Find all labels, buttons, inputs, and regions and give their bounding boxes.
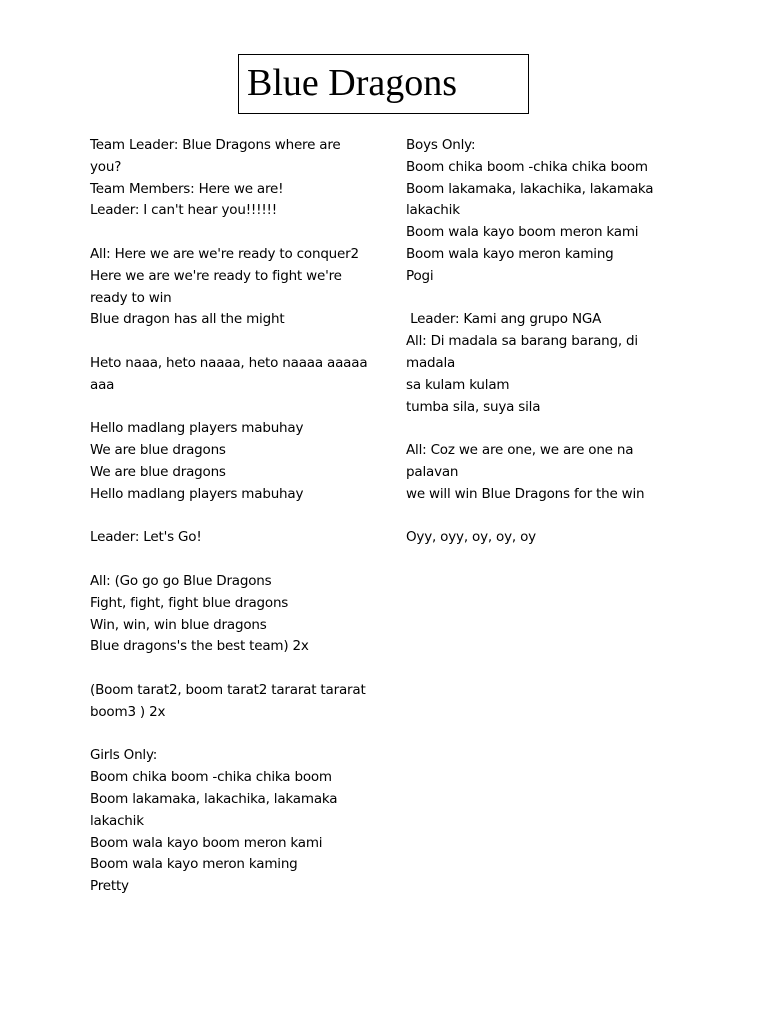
- lyric-line: All: Here we are we're ready to conquer2: [90, 245, 359, 262]
- lyric-line: lakachik: [406, 202, 460, 219]
- stanza-gap: [90, 506, 372, 528]
- lyric-line: Heto naaa, heto naaaa, heto naaaa aaaaa: [90, 354, 368, 371]
- lyric-line: we will win Blue Dragons for the win: [406, 485, 645, 502]
- lyric-line: lakachik: [90, 812, 144, 829]
- lyric-line: Boom wala kayo meron kaming: [90, 856, 298, 873]
- stanza-gap: [406, 288, 686, 310]
- lyric-line: Team Members: Here we are!: [90, 180, 284, 197]
- lyric-line: Fight, fight, fight blue dragons: [90, 594, 289, 611]
- lyric-line: Oyy, oyy, oy, oy, oy: [406, 529, 536, 546]
- stanza-gap: [90, 222, 372, 244]
- stanza-gap: [406, 418, 686, 440]
- lyric-line: ready to win: [90, 289, 172, 306]
- lyric-line: Boom lakamaka, lakachika, lakamaka: [90, 790, 338, 807]
- lyric-line: All: (Go go go Blue Dragons: [90, 572, 272, 589]
- lyric-line: Boom wala kayo boom meron kami: [406, 224, 639, 241]
- lyric-line: Girls Only:: [90, 747, 158, 764]
- lyric-line: Boom lakamaka, lakachika, lakamaka: [406, 180, 654, 197]
- stanza-gap: [406, 506, 686, 528]
- lyric-line: Hello madlang players mabuhay: [90, 420, 304, 437]
- lyric-line: Win, win, win blue dragons: [90, 616, 267, 633]
- lyric-line: All: Coz we are one, we are one na palavan: [406, 442, 638, 480]
- lyric-line: Hello madlang players mabuhay: [90, 485, 304, 502]
- lyric-line: Team Leader: Blue Dragons where are you?: [90, 137, 345, 175]
- stanza-gap: [90, 549, 372, 571]
- document-title: Blue Dragons: [247, 62, 458, 104]
- lyric-line: Leader: I can't hear you!!!!!!: [90, 202, 277, 219]
- lyric-line: Pogi: [406, 267, 434, 284]
- lyric-line: We are blue dragons: [90, 442, 226, 459]
- stanza-gap: [90, 658, 372, 680]
- lyric-line: Boom chika boom -chika chika boom: [406, 158, 648, 175]
- lyric-line: Boom wala kayo meron kaming: [406, 245, 614, 262]
- lyric-line: Here we are we're ready to fight we're: [90, 267, 342, 284]
- lyric-line: aaa: [90, 376, 115, 393]
- lyric-line: All: Di madala sa barang barang, di madala: [406, 333, 643, 371]
- lyric-line: Pretty: [90, 878, 129, 895]
- lyric-line: boom3 ) 2x: [90, 703, 166, 720]
- right-column: [406, 135, 686, 549]
- lyric-line: Leader: Let's Go!: [90, 529, 202, 546]
- title-box: [238, 54, 529, 114]
- lyric-line: Blue dragon has all the might: [90, 311, 285, 328]
- lyric-line: tumba sila, suya sila: [406, 398, 541, 415]
- stanza-gap: [90, 331, 372, 353]
- lyric-line: sa kulam kulam: [406, 376, 510, 393]
- lyric-line: Leader: Kami ang grupo NGA: [406, 311, 602, 328]
- lyric-line: (Boom tarat2, boom tarat2 tararat tararat: [90, 681, 366, 698]
- lyric-line: Boom chika boom -chika chika boom: [90, 769, 332, 786]
- lyric-line: Blue dragons's the best team) 2x: [90, 638, 309, 655]
- stanza-gap: [90, 724, 372, 746]
- lyric-line: Boys Only:: [406, 137, 476, 153]
- lyric-line: We are blue dragons: [90, 463, 226, 480]
- left-column: [90, 135, 372, 898]
- lyric-line: Boom wala kayo boom meron kami: [90, 834, 323, 851]
- stanza-gap: [90, 397, 372, 419]
